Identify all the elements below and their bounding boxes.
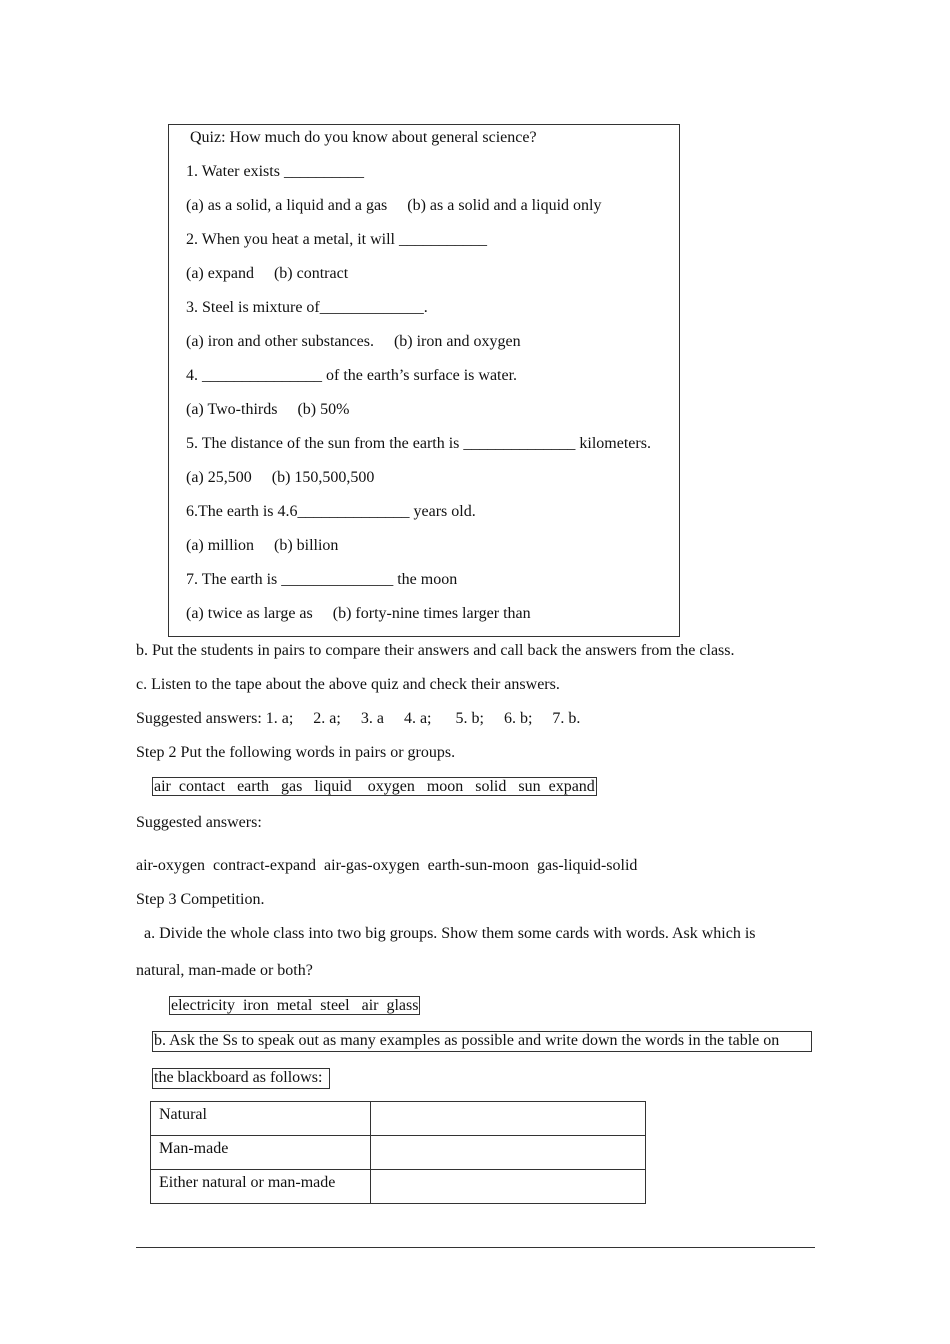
table-cell-value [371, 1170, 646, 1204]
step3-a-line2: natural, man-made or both? [136, 962, 313, 979]
step3-heading: Step 3 Competition. [136, 891, 265, 908]
quiz-question-4: 4. _______________ of the earth’s surface is water. [186, 367, 518, 384]
table-cell-value [371, 1102, 646, 1136]
step3-b-line1: b. Ask the Ss to speak out as many examples as possible and write down the words in the table on [154, 1032, 780, 1049]
step-c-text: c. Listen to the tape about the above quiz and check their answers. [136, 676, 560, 693]
quiz-options-4: (a) Two-thirds (b) 50% [186, 401, 350, 418]
quiz-options-7: (a) twice as large as (b) forty-nine times larger than [186, 605, 531, 622]
suggested-answers-label: Suggested answers: [136, 814, 262, 831]
word-box-text: air contact earth gas liquid oxygen moon solid sun expand [154, 778, 595, 795]
step3-b-line2: the blackboard as follows: [154, 1069, 323, 1086]
card-words-box [169, 996, 420, 1016]
quiz-options-5: (a) 25,500 (b) 150,500,500 [186, 469, 375, 486]
suggested-answers-quiz: Suggested answers: 1. a; 2. a; 3. a 4. a; 5. b; 6. b; 7. b. [136, 710, 581, 727]
quiz-question-7: 7. The earth is ______________ the moon [186, 571, 458, 588]
table-row [151, 1170, 646, 1204]
step3-a-line1: a. Divide the whole class into two big groups. Show them some cards with words. Ask which is [136, 925, 756, 942]
table-cell-label: Man-made [151, 1136, 371, 1170]
card-words-text: electricity iron metal steel air glass [171, 997, 419, 1014]
table-cell-label: Either natural or man-made [151, 1170, 371, 1204]
table-cell-value [371, 1136, 646, 1170]
quiz-options-6: (a) million (b) billion [186, 537, 339, 554]
quiz-question-3: 3. Steel is mixture of_____________. [186, 299, 428, 316]
footer-rule [136, 1247, 815, 1248]
table-cell-label: Natural [151, 1102, 371, 1136]
step2-heading: Step 2 Put the following words in pairs or groups. [136, 744, 456, 761]
table-row [151, 1102, 646, 1136]
quiz-title: Quiz: How much do you know about general science? [190, 129, 537, 146]
word-box [152, 777, 597, 797]
quiz-question-5: 5. The distance of the sun from the earth is ______________ kilometers. [186, 435, 651, 452]
quiz-question-2: 2. When you heat a metal, it will ___________ [186, 231, 487, 248]
quiz-options-1: (a) as a solid, a liquid and a gas (b) as a solid and a liquid only [186, 197, 602, 214]
quiz-question-6: 6.The earth is 4.6______________ years old. [186, 503, 476, 520]
quiz-question-1: 1. Water exists __________ [186, 163, 364, 180]
quiz-options-2: (a) expand (b) contract [186, 265, 349, 282]
quiz-options-3: (a) iron and other substances. (b) iron and oxygen [186, 333, 521, 350]
word-pairs: air-oxygen contract-expand air-gas-oxygen earth-sun-moon gas-liquid-solid [136, 857, 638, 874]
step-b-text: b. Put the students in pairs to compare their answers and call back the answers from the class. [136, 642, 735, 659]
table-row [151, 1136, 646, 1170]
words-table [150, 1101, 646, 1204]
